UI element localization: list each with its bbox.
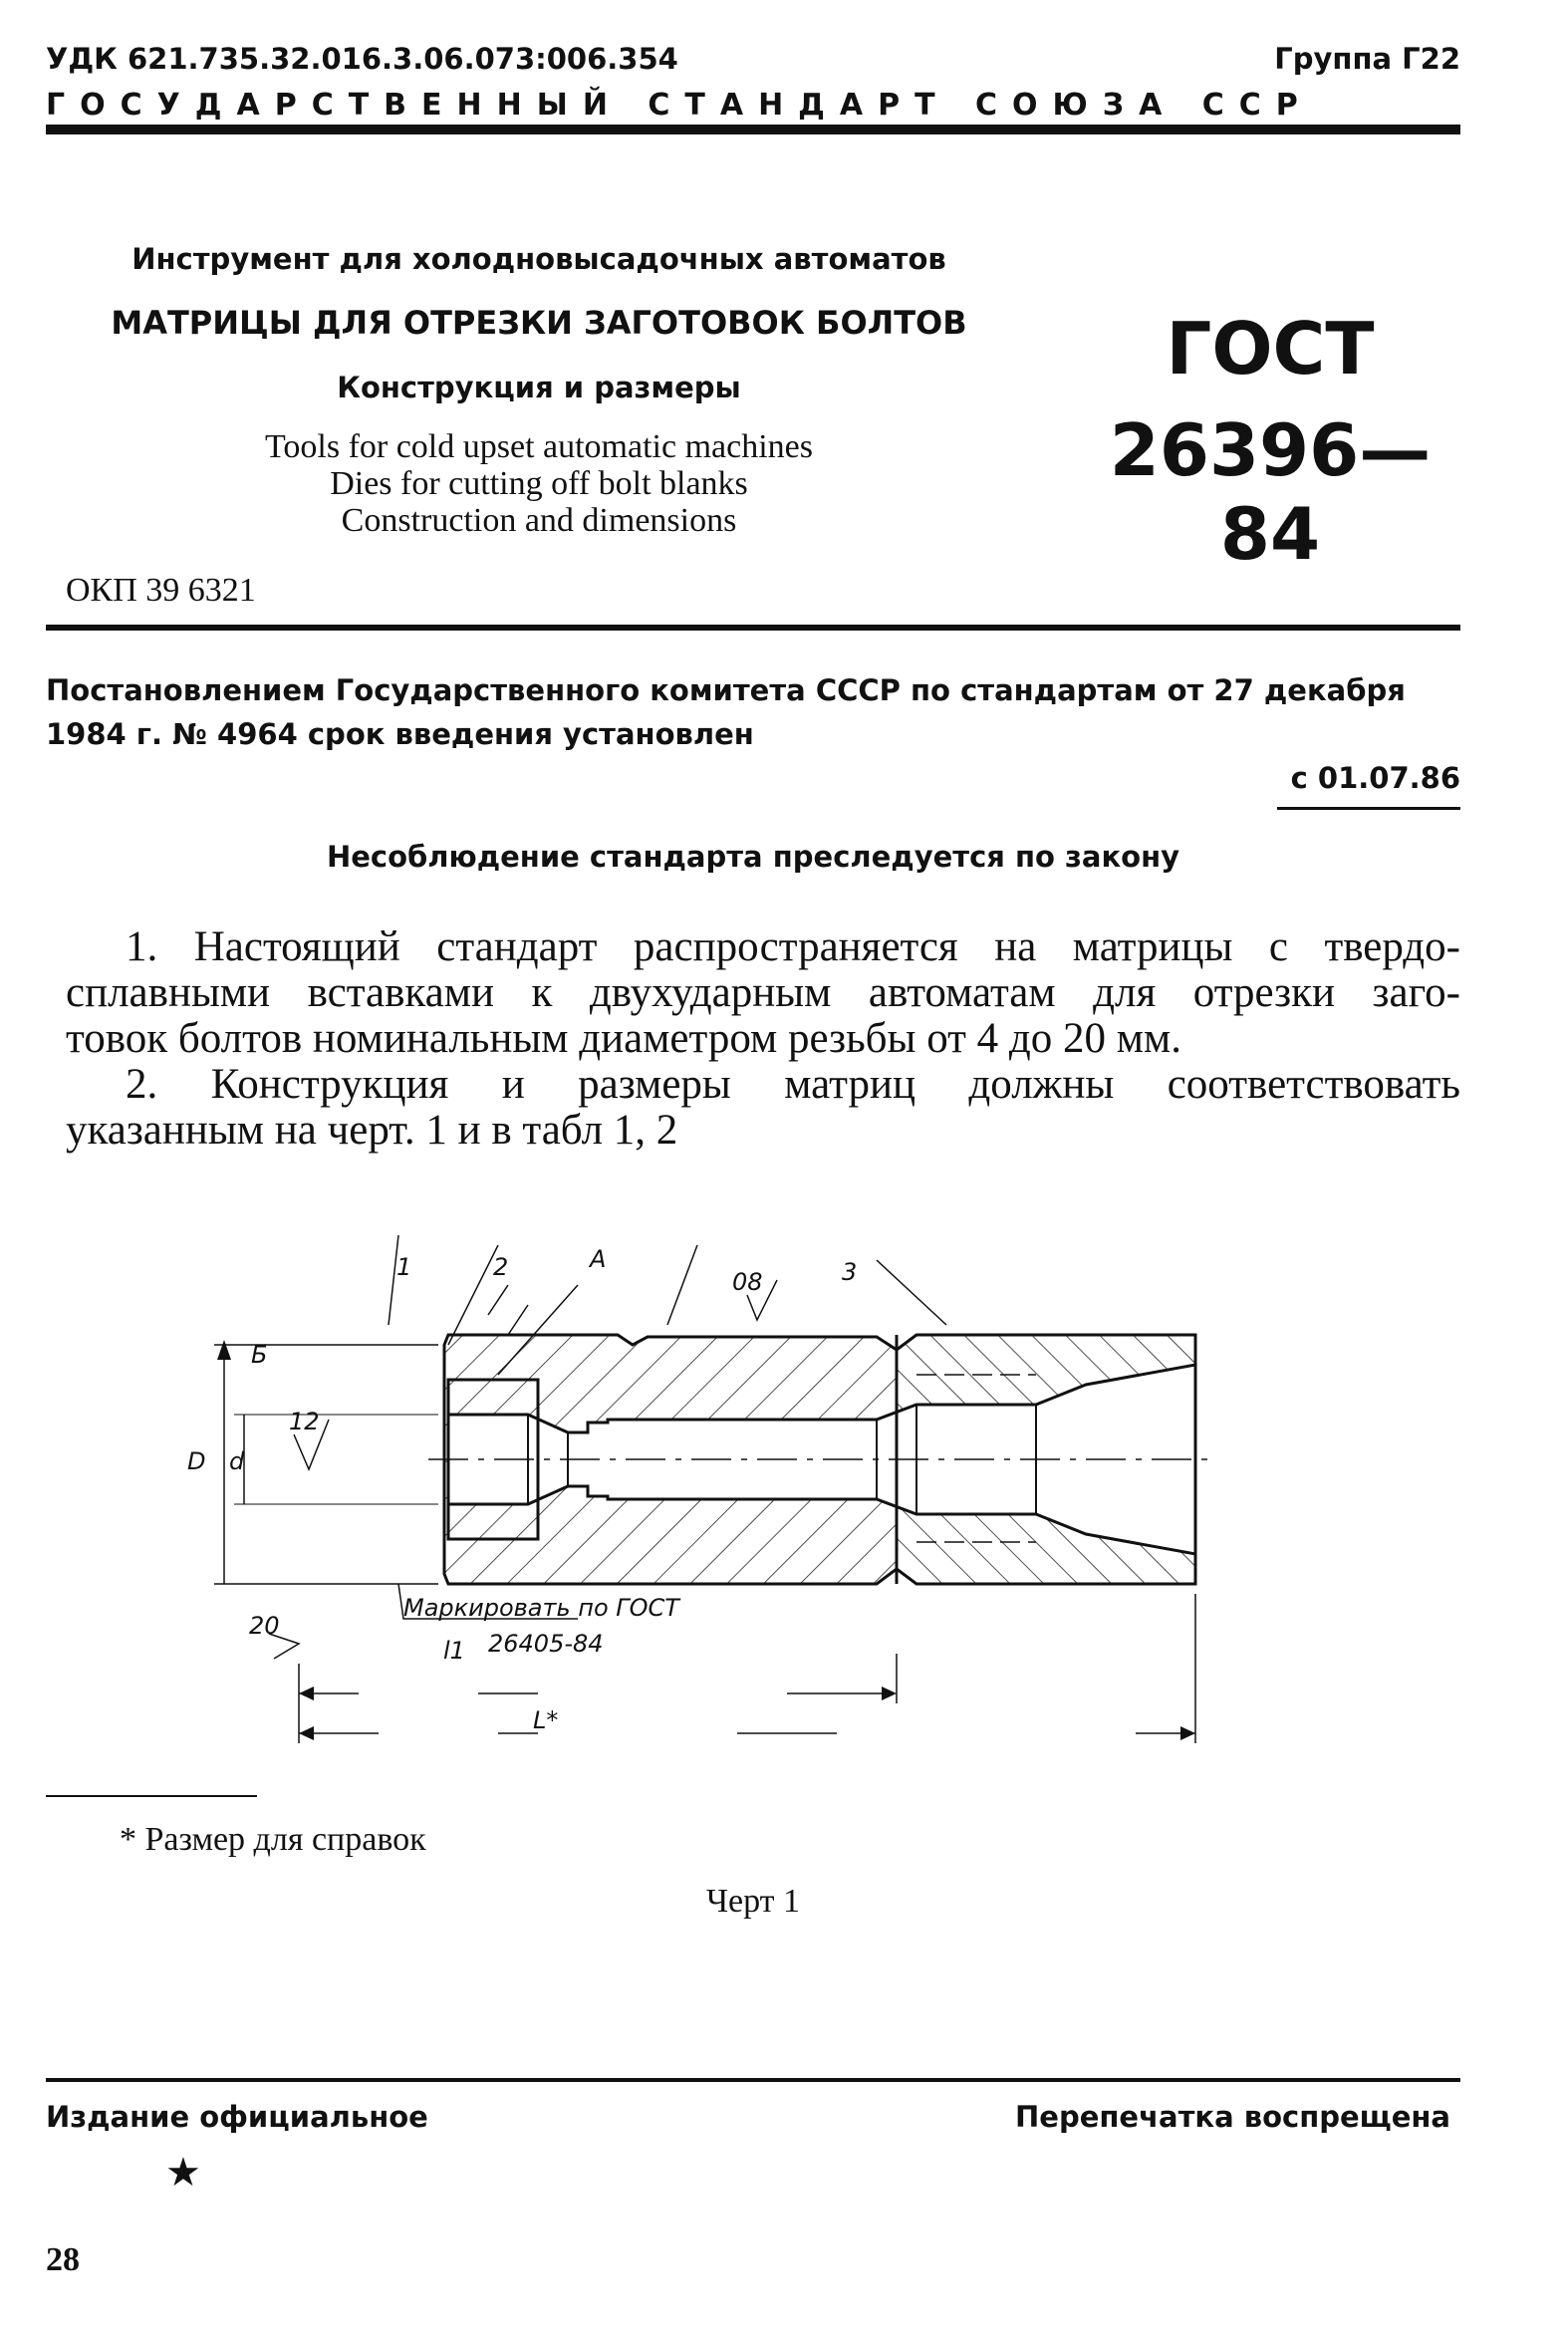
star-icon: ★	[165, 2150, 201, 2196]
subtitle: Конструкция и размеры	[337, 371, 741, 404]
date-underline	[1277, 807, 1460, 810]
dim-label-l1: l1	[443, 1637, 465, 1665]
callout-3: 3	[842, 1258, 858, 1286]
english-title	[46, 428, 1032, 539]
decree-line-1: Постановлением Государственного комитета СССР по стандартам от 27 декабря	[46, 673, 1406, 707]
view-label-b: Б	[251, 1341, 268, 1369]
figure-caption: Черт 1	[705, 1883, 801, 1920]
footer-rule	[46, 2078, 1460, 2082]
roughness-08: 08	[732, 1268, 763, 1296]
okp-code: ОКП 39 6321	[66, 572, 256, 609]
gost-number: 26396—84	[1109, 408, 1432, 576]
gost-label: ГОСТ	[1166, 307, 1375, 390]
english-title-line-3: Construction and dimensions	[341, 502, 737, 539]
reprint-prohibited: Перепечатка воспрещена	[1015, 2100, 1450, 2134]
marking-note-line-2: 26405-84	[488, 1630, 604, 1658]
callout-1: 1	[396, 1253, 412, 1281]
paragraph-1-line-2: сплавными вставками к двухударным автоматам для отрезки заго-	[66, 969, 1460, 1016]
page-number: 28	[46, 2241, 80, 2278]
paragraph-2	[66, 1062, 1460, 1154]
decree-line-2: 1984 г. № 4964 срок введения установлен	[46, 717, 754, 751]
header-rule	[46, 125, 1460, 134]
english-title-line-1: Tools for cold upset automatic machines	[265, 428, 813, 465]
main-title: МАТРИЦЫ ДЛЯ ОТРЕЗКИ ЗАГОТОВОК БОЛТОВ	[111, 304, 967, 342]
dim-label-d-inner: d	[229, 1447, 245, 1475]
official-edition: Издание официальное	[46, 2100, 428, 2134]
paragraph-2-line-1: 2. Конструкция и размеры матриц должны соответствовать	[126, 1061, 1460, 1108]
footnote-rule	[46, 1795, 257, 1797]
roughness-20: 20	[249, 1612, 280, 1640]
paragraph-2-line-2: указанным на черт. 1 и в табл 1, 2	[66, 1107, 678, 1154]
die-drawing	[187, 1225, 1235, 1763]
warning-text: Несоблюдение стандарта преследуется по закону	[326, 840, 1180, 874]
standard-banner: ГОСУДАРСТВЕННЫЙ СТАНДАРТ СОЮЗА ССР	[46, 88, 1313, 123]
decree-date: с 01.07.86	[1290, 761, 1460, 795]
dim-label-l: L*	[533, 1706, 559, 1734]
category-title: Инструмент для холодновысадочных автоматов	[131, 242, 946, 276]
footnote: * Размер для справок	[120, 1821, 426, 1858]
udk-code: УДК 621.735.32.016.3.06.073:006.354	[46, 42, 678, 76]
title-rule	[46, 625, 1460, 631]
paragraph-1-line-1: 1. Настоящий стандарт распространяется на матрицы с твердо-	[126, 923, 1460, 970]
group-code: Группа Г22	[1274, 42, 1460, 76]
paragraph-1-line-3: товок болтов номинальным диаметром резьбы от 4 до 20 мм.	[66, 1015, 1181, 1062]
callout-a: А	[590, 1245, 607, 1273]
english-title-line-2: Dies for cutting off bolt blanks	[330, 465, 748, 502]
paragraph-1	[66, 924, 1460, 1062]
marking-note-line-1: Маркировать по ГОСТ	[403, 1594, 679, 1622]
callout-2: 2	[493, 1253, 509, 1281]
dim-label-d-outer: D	[187, 1447, 206, 1475]
roughness-12: 12	[289, 1408, 320, 1435]
